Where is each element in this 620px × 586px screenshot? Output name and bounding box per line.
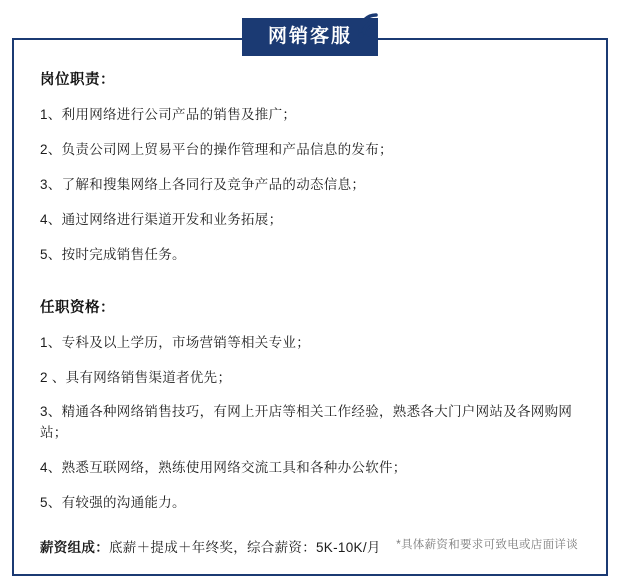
list-item: 4、通过网络进行渠道开发和业务拓展； — [40, 211, 283, 227]
wifi-signal-icon — [352, 6, 386, 40]
list-item: 1、利用网络进行公司产品的销售及推广； — [40, 107, 297, 122]
salary-value: 底薪＋提成＋年终奖，综合薪资：5K-10K/月 — [109, 540, 381, 556]
salary-label: 薪资组成： — [40, 540, 109, 556]
qualifications-title: 任职资格： — [40, 299, 115, 316]
responsibilities-title: 岗位职责： — [40, 72, 115, 88]
list-item: 1、专科及以上学历，市场营销等相关专业； — [40, 334, 311, 350]
section-divider — [40, 280, 580, 296]
list-item: 2 、具有网络销售渠道者优先； — [40, 369, 232, 385]
wifi-dot-icon — [358, 32, 363, 37]
badge-title: 网销客服 — [242, 18, 378, 56]
header — [0, 0, 620, 60]
list-item: 3、了解和搜集网络上各同行及竞争产品的动态信息； — [40, 176, 366, 192]
list-item: 5、有较强的沟通能力。 — [40, 495, 186, 511]
content-body — [40, 68, 580, 564]
list-item: 2、负责公司网上贸易平台的操作管理和产品信息的发布； — [40, 141, 393, 157]
content-frame — [12, 38, 608, 576]
list-item: 5、按时完成销售任务。 — [40, 246, 186, 262]
list-item: 4、熟悉互联网络，熟练使用网络交流工具和各种办公软件； — [40, 460, 407, 476]
list-item: 3、精通各种网络销售技巧，有网上开店等相关工作经验，熟悉各大门户网站及各网购网站； — [40, 404, 573, 441]
footnote: *具体薪资和要求可致电或店面详谈 — [396, 539, 578, 551]
